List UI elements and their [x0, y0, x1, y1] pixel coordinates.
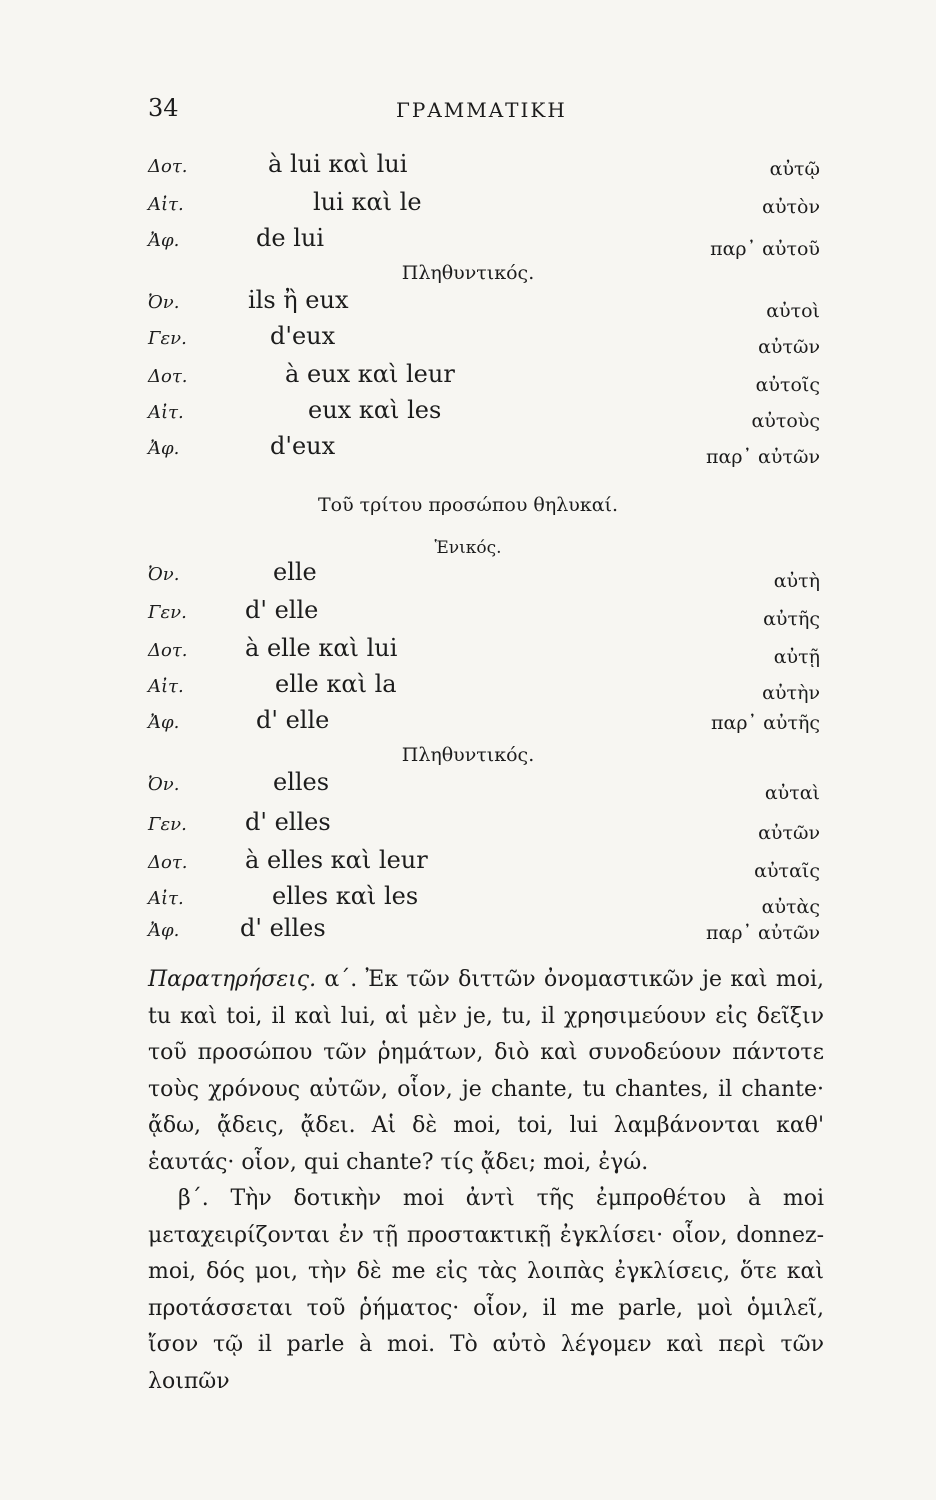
greek-form: παρ᾽ αὐτῆς [711, 712, 820, 734]
french-form: lui καὶ le [313, 188, 422, 216]
french-form: de lui [256, 224, 325, 252]
declension-row [148, 224, 820, 260]
french-form: ils ἢ eux [248, 286, 349, 314]
french-form: elles καὶ les [272, 882, 419, 910]
observations-label: Παρατηρήσεις. [148, 967, 317, 992]
greek-form: αὐτὴν [762, 682, 820, 704]
french-form: à eux καὶ leur [285, 360, 455, 388]
section-heading: Πληθυντικός. [401, 744, 535, 766]
declension-row [148, 596, 820, 632]
french-form: d' elles [245, 808, 331, 836]
greek-form: αὐτῶν [758, 336, 820, 358]
declension-row [148, 322, 820, 358]
greek-form: αὐταὶ [764, 782, 820, 804]
case-label: Ὀν. [148, 292, 180, 313]
observation-paragraph [148, 962, 824, 1181]
french-form: elle [273, 558, 317, 586]
observations [148, 962, 824, 1400]
section-heading: Ἑνικός. [434, 538, 502, 558]
french-form: à elles καὶ leur [245, 846, 428, 874]
greek-form: αὐτοῖς [755, 374, 820, 396]
declension-row [148, 432, 820, 468]
case-label: Δοτ. [148, 640, 188, 661]
declension-row [148, 634, 820, 670]
page-header [148, 94, 828, 130]
declension-row [148, 670, 820, 706]
greek-form: παρ᾽ αὐτῶν [706, 922, 820, 944]
section-heading: Τοῦ τρίτου προσώπου θηλυκαί. [317, 494, 619, 516]
case-label: Δοτ. [148, 852, 188, 873]
case-label: Ὀν. [148, 774, 180, 795]
declension-row [148, 150, 820, 186]
case-label: Ὀν. [148, 564, 180, 585]
declension-row [148, 768, 820, 804]
case-label: Ἀφ. [148, 712, 180, 733]
case-label: Γεν. [148, 602, 187, 623]
french-form: eux καὶ les [308, 396, 442, 424]
page-number: 34 [148, 94, 179, 122]
declension-row [148, 286, 820, 322]
greek-form: αὐτῶν [758, 822, 820, 844]
french-form: d' elles [240, 914, 326, 942]
case-label: Αἰτ. [148, 402, 184, 423]
declension-row [148, 360, 820, 396]
case-label: Ἀφ. [148, 438, 180, 459]
greek-form: αὐταῖς [754, 860, 820, 882]
greek-form: αὐτὴ [773, 570, 820, 592]
greek-form: αὐτὰς [761, 896, 820, 918]
french-form: d'eux [270, 322, 336, 350]
section-heading: Πληθυντικός. [401, 262, 535, 284]
running-title: ΓΡΑΜΜΑΤΙΚΗ [396, 98, 567, 122]
declension-row [148, 706, 820, 742]
french-form: d' elle [256, 706, 330, 734]
case-label: Αἰτ. [148, 676, 184, 697]
case-label: Ἀφ. [148, 230, 180, 251]
declension-row [148, 914, 820, 950]
case-label: Δοτ. [148, 156, 188, 177]
observation-paragraph: β΄. Τὴν δοτικὴν moi ἀντὶ τῆς ἐμπροθέτου à moi μεταχειρίζονται ἐν τῇ προστακτικῇ ἐγκλίσει· οἷον, donnez-moi, δός μοι, τὴν δὲ me εἰς τὰς λοιπὰς ἐγκλίσεις, ὅτε καὶ προτάσσεται τοῦ ῥήματος· οἷον, il me parle, μοὶ ὁμιλεῖ, ἴσον τῷ il parle à moi. Τὸ αὐτὸ λέγομεν καὶ περὶ τῶν λοιπῶν [148, 1186, 824, 1394]
greek-form: αὐτὸν [762, 196, 820, 218]
greek-form: αὐτῷ [769, 158, 820, 180]
greek-form: αὐτῆς [763, 608, 820, 630]
case-label: Αἰτ. [148, 194, 184, 215]
french-form: à lui καὶ lui [268, 150, 408, 178]
case-label: Αἰτ. [148, 888, 184, 909]
french-form: elles [273, 768, 330, 796]
french-form: elle καὶ la [275, 670, 397, 698]
observation-text: α΄. Ἐκ τῶν διττῶν ὀνομαστικῶν je καὶ moi, tu καὶ toi, il καὶ lui, αἱ μὲν je, tu, il χρησιμεύουν εἰς δεῖξιν τοῦ προσώπου τῶν ῥημάτων, διὸ καὶ συνοδεύουν πάντοτε τοὺς χρόνους αὐτῶν, οἷον, je chante, tu chantes, il chante· ᾄδω, ᾄδεις, ᾄδει. Αἱ δὲ moi, toi, lui λαμβάνονται καθ' ἑαυτάς· οἷον, qui chante? τίς ᾄδει; moi, ἐγώ. [148, 967, 824, 1175]
declension-row [148, 882, 820, 918]
declension-row [148, 188, 820, 224]
declension-row [148, 846, 820, 882]
french-form: à elle καὶ lui [245, 634, 398, 662]
case-label: Γεν. [148, 328, 187, 349]
case-label: Γεν. [148, 814, 187, 835]
greek-form: παρ᾽ αὐτῶν [706, 446, 820, 468]
french-form: d'eux [270, 432, 336, 460]
declension-row [148, 558, 820, 594]
case-label: Δοτ. [148, 366, 188, 387]
greek-form: παρ᾽ αὐτοῦ [710, 238, 820, 260]
french-form: d' elle [245, 596, 319, 624]
greek-form: αὐτῇ [773, 646, 820, 668]
greek-form: αὐτοὶ [766, 300, 820, 322]
greek-form: αὐτοὺς [751, 410, 820, 432]
case-label: Ἀφ. [148, 920, 180, 941]
declension-row [148, 808, 820, 844]
declension-row [148, 396, 820, 432]
